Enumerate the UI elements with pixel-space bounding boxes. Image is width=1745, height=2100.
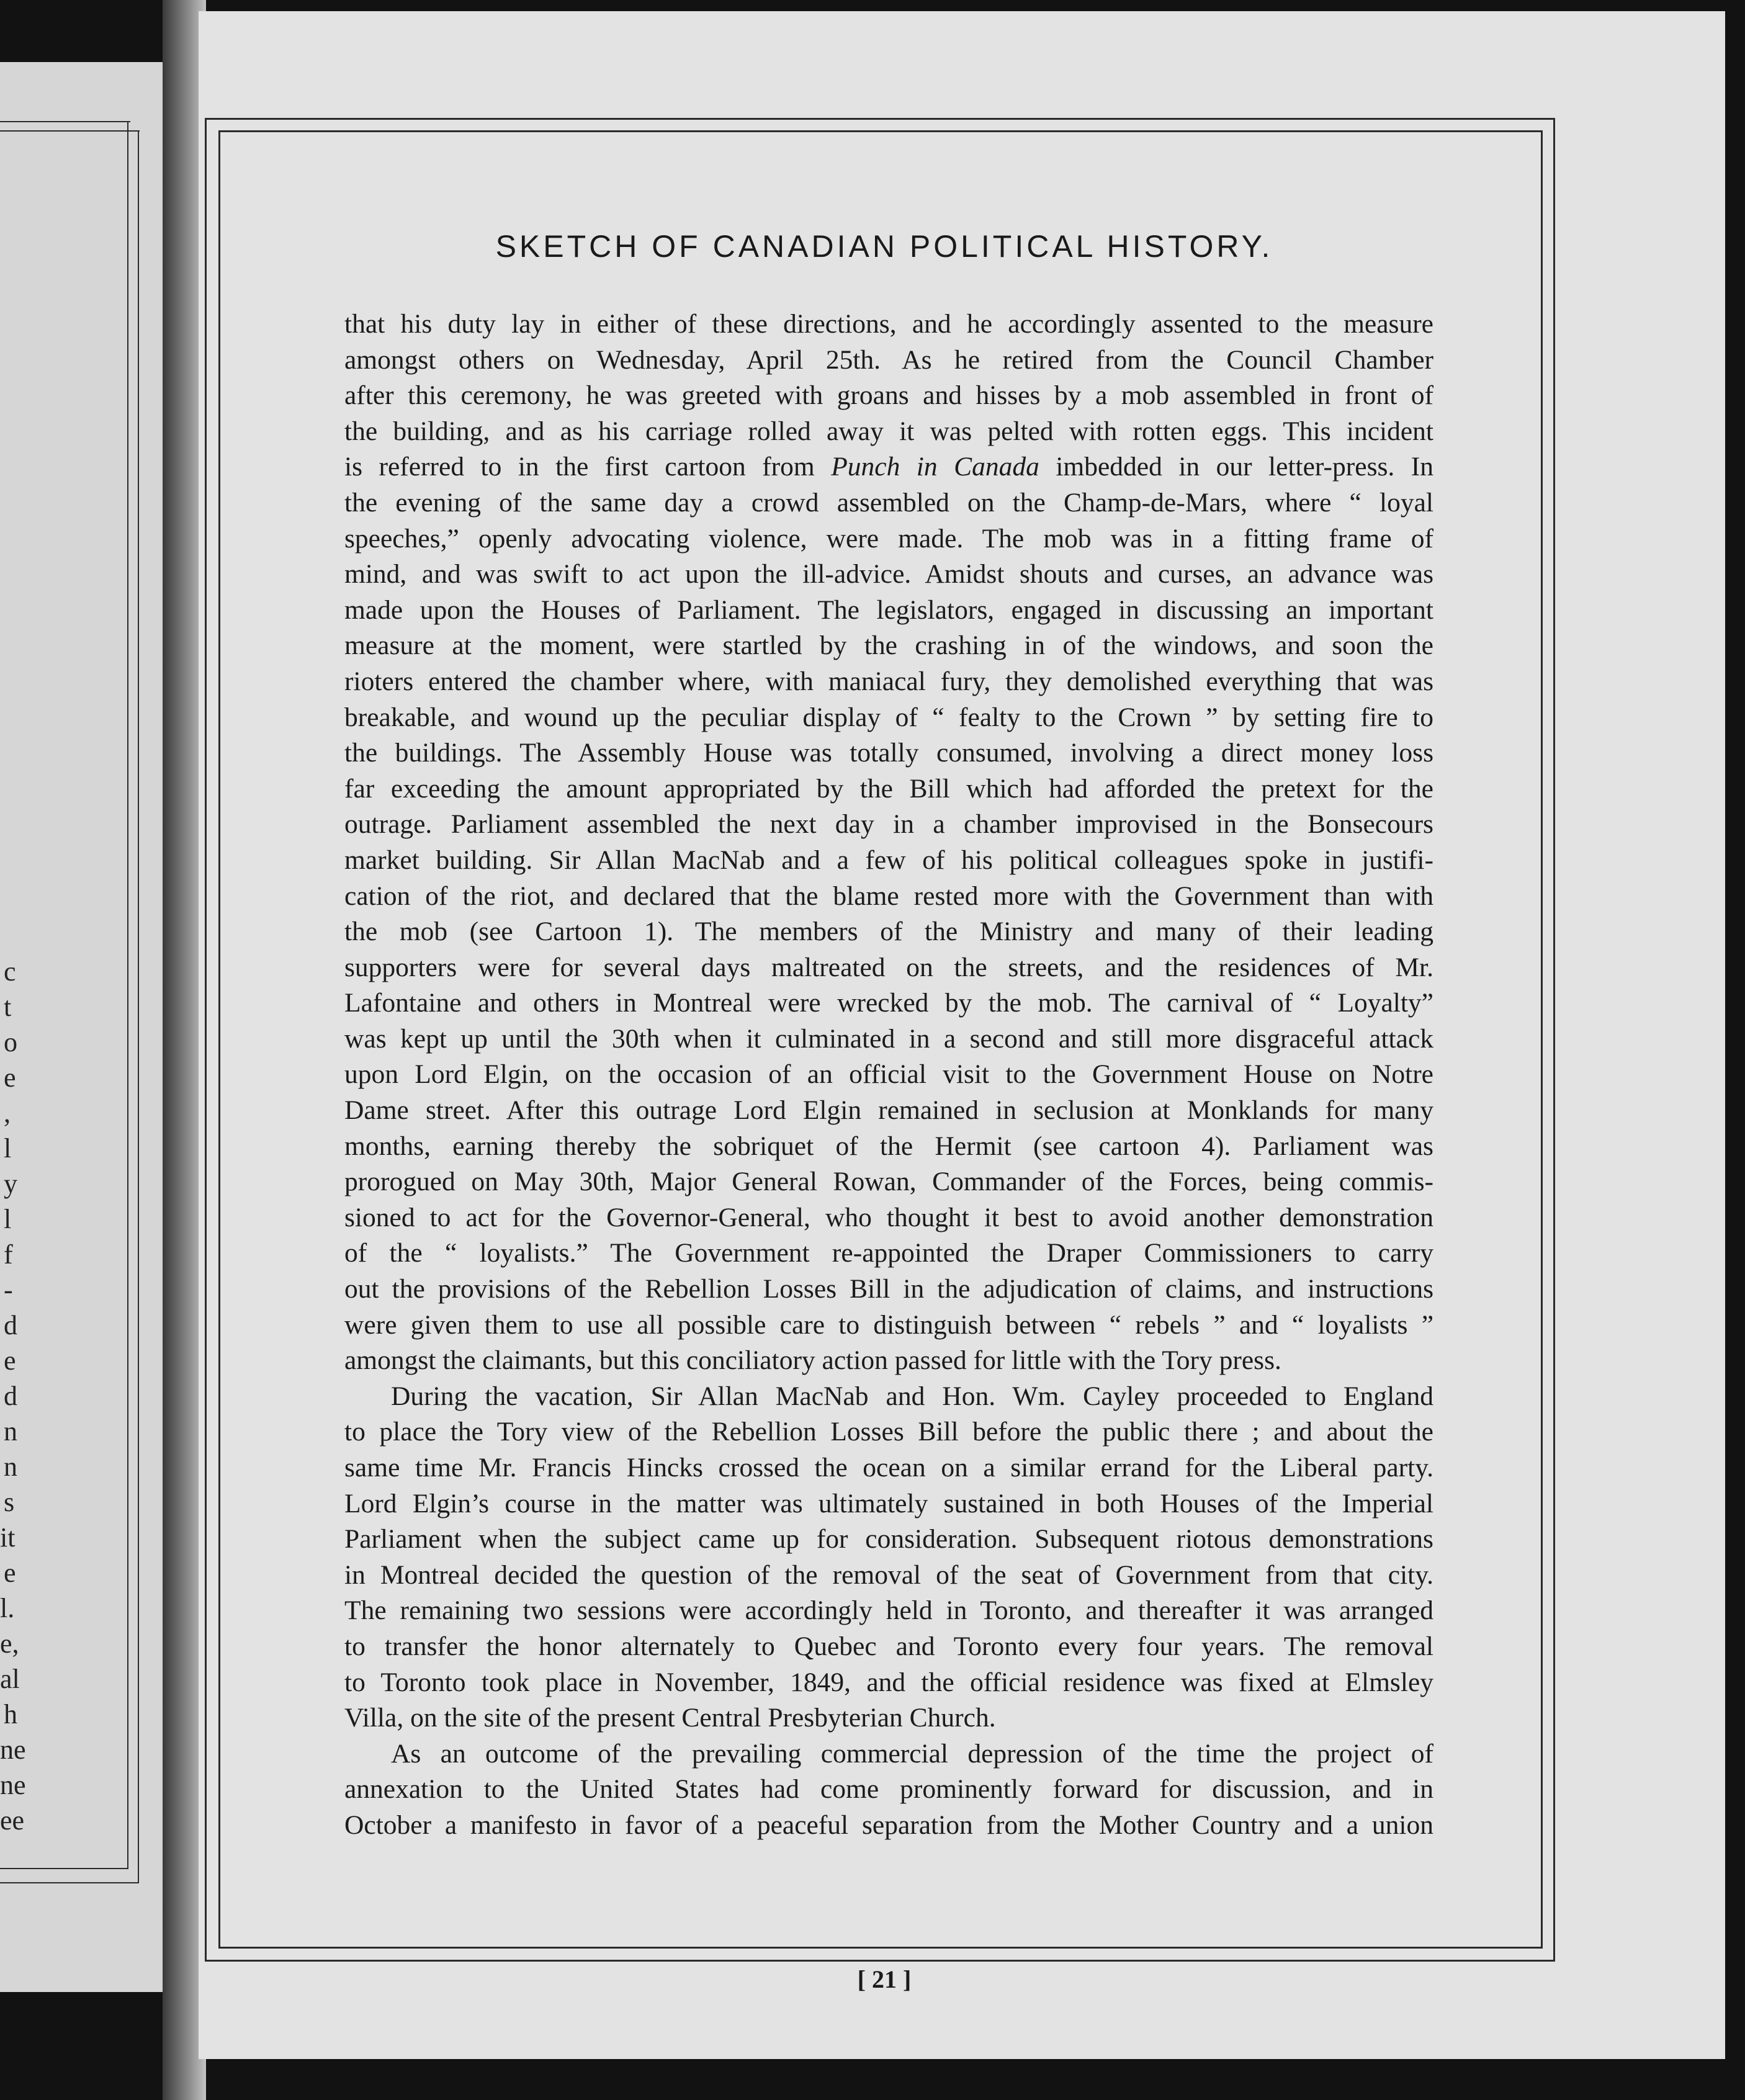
text-line <box>344 557 1433 593</box>
text-line <box>344 1021 1433 1057</box>
body-text <box>344 307 1433 1844</box>
text-line-content: rioters entered the chamber where, with maniacal fury, they demolished everything that was <box>344 666 1433 696</box>
text-line-content: cation of the riot, and declared that the blame rested more with the Government than with <box>344 881 1433 911</box>
text-line <box>344 735 1433 771</box>
running-header: SKETCH OF CANADIAN POLITICAL HISTORY. <box>495 229 1273 264</box>
text-line-content: the mob (see Cartoon 1). The members of the Ministry and many of their leading <box>344 917 1433 947</box>
facing-page-fragment: d <box>4 1310 17 1340</box>
text-line <box>344 593 1433 629</box>
facing-page-fragment: n <box>4 1416 17 1447</box>
text-line-content: the buildings. The Assembly House was totally consumed, involving a direct money loss <box>344 738 1433 768</box>
facing-page-fragment: e, <box>0 1628 19 1659</box>
text-line <box>344 807 1433 843</box>
facing-page-rule <box>0 121 130 122</box>
facing-page-fragment: n <box>4 1452 17 1482</box>
text-line-content: Dame street. After this outrage Lord Elgin remained in seclusion at Monklands for many <box>344 1095 1433 1126</box>
text-line-content: mind, and was swift to act upon the ill-advice. Amidst shouts and curses, an advance was <box>344 559 1433 590</box>
text-line-content: annexation to the United States had come prominently forward for discussion, and in <box>344 1774 1433 1805</box>
text-line-content: to Toronto took place in November, 1849, and the official residence was fixed at Elmsley <box>344 1667 1433 1697</box>
text-line-content: were given them to use all possible care to distinguish between “ rebels ” and “ loyalists ” <box>344 1309 1433 1340</box>
text-line-content: months, earning thereby the sobriquet of the Hermit (see cartoon 4). Parliament was <box>344 1131 1433 1161</box>
text-line-content: upon Lord Elgin, on the occasion of an official visit to the Government House on Notre <box>344 1059 1433 1090</box>
text-line-content: Villa, on the site of the present Central Presbyterian Church. <box>344 1703 996 1733</box>
facing-page-fragment: ne <box>0 1770 26 1800</box>
text-line-content: same time Mr. Francis Hincks crossed the ocean on a similar errand for the Liberal party. <box>344 1453 1433 1483</box>
text-line <box>344 843 1433 879</box>
facing-page-rule <box>0 130 140 132</box>
text-line-content: As an outcome of the prevailing commercial depression of the time the project of <box>391 1738 1433 1769</box>
facing-page-fragment: e <box>4 1558 16 1588</box>
book-page <box>199 11 1725 2059</box>
text-line-content: Lord Elgin’s course in the matter was ultimately sustained in both Houses of the Imperial <box>344 1488 1433 1519</box>
text-line <box>344 1593 1433 1629</box>
text-line <box>344 1272 1433 1308</box>
facing-page-fragment: t <box>4 992 12 1022</box>
facing-page-fragment: ee <box>0 1805 25 1836</box>
text-line-content: made upon the Houses of Parliament. The legislators, engaged in discussing an important <box>344 595 1433 625</box>
text-line-content: that his duty lay in either of these directions, and he accordingly assented to the measure <box>344 309 1433 339</box>
facing-page-rule <box>127 121 128 1868</box>
text-line <box>344 1450 1433 1486</box>
facing-page-fragment: l <box>4 1204 12 1234</box>
text-line-continuation: imbedded in our letter-press. In <box>1039 452 1434 482</box>
text-line <box>344 1808 1433 1844</box>
facing-page-rule <box>0 1882 139 1883</box>
text-line <box>344 628 1433 664</box>
facing-page-fragment: e <box>4 1062 16 1093</box>
text-line-content: in Montreal decided the question of the removal of the seat of Government from that city. <box>344 1559 1433 1590</box>
text-line <box>344 1522 1433 1558</box>
text-line-content: outrage. Parliament assembled the next day in a chamber improvised in the Bonsecours <box>344 809 1433 840</box>
text-line <box>344 1308 1433 1344</box>
text-line <box>344 700 1433 736</box>
text-line <box>344 449 1433 485</box>
text-line-content: amongst others on Wednesday, April 25th. As he retired from the Council Chamber <box>344 344 1433 375</box>
text-line-content: speeches,” openly advocating violence, were made. The mob was in a fitting frame of <box>344 523 1433 554</box>
text-line <box>344 1772 1433 1808</box>
facing-page-fragment: ne <box>0 1734 26 1765</box>
text-line-content: of the “ loyalists.” The Government re-appointed the Draper Commissioners to carry <box>344 1238 1433 1268</box>
text-line <box>344 1414 1433 1450</box>
facing-page-fragment: l <box>4 1133 12 1164</box>
text-line <box>344 1164 1433 1200</box>
text-line-content: The remaining two sessions were accordingly held in Toronto, and thereafter it was arranged <box>344 1595 1433 1626</box>
text-line <box>344 1629 1433 1665</box>
text-line <box>344 1700 1433 1736</box>
facing-page-fragment: it <box>0 1522 16 1553</box>
text-line-content: October a manifesto in favor of a peaceful separation from the Mother Country and a union <box>344 1810 1433 1840</box>
facing-page-fragment: d <box>4 1381 17 1411</box>
text-line <box>344 378 1433 414</box>
facing-page-fragment: s <box>4 1487 15 1517</box>
facing-page-fragment: al <box>0 1664 20 1694</box>
text-line <box>344 914 1433 950</box>
text-line-content: prorogued on May 30th, Major General Rowan, Commander of the Forces, being commis- <box>344 1167 1433 1197</box>
facing-page-fragment: - <box>4 1275 13 1305</box>
facing-page-fragment: , <box>4 1098 11 1128</box>
text-line <box>344 950 1433 986</box>
text-line-content: amongst the claimants, but this conciliatory action passed for little with the Tory press. <box>344 1345 1281 1376</box>
text-line <box>344 414 1433 450</box>
text-line <box>344 1486 1433 1522</box>
text-line <box>344 1093 1433 1129</box>
text-line <box>344 1736 1433 1772</box>
facing-page-rule <box>0 1868 128 1869</box>
text-line <box>344 879 1433 915</box>
text-line <box>344 664 1433 700</box>
text-line-content: out the provisions of the Rebellion Losses Bill in the adjudication of claims, and instructions <box>344 1274 1433 1304</box>
text-line <box>344 1665 1433 1701</box>
facing-page-fragment: y <box>4 1169 17 1199</box>
page-number: [ 21 ] <box>857 1965 912 1993</box>
text-line-content: sioned to act for the Governor-General, who thought it best to avoid another demonstration <box>344 1202 1433 1232</box>
facing-page-rule <box>138 130 139 1883</box>
text-line <box>344 771 1433 807</box>
text-line <box>344 485 1433 521</box>
text-line-content: the evening of the same day a crowd assembled on the Champ-de-Mars, where “ loyal <box>344 487 1433 518</box>
text-line-content: the building, and as his carriage rolled away it was pelted with rotten eggs. This incident <box>344 416 1433 446</box>
text-line-content: after this ceremony, he was greeted with groans and hisses by a mob assembled in front of <box>344 380 1433 411</box>
facing-page-fragment: l. <box>0 1593 15 1623</box>
text-line-content: Parliament when the subject came up for consideration. Subsequent riotous demonstrations <box>344 1524 1433 1555</box>
text-line-content: to place the Tory view of the Rebellion Losses Bill before the public there ; and about the <box>344 1417 1433 1447</box>
text-line-content: was kept up until the 30th when it culminated in a second and still more disgraceful attack <box>344 1023 1433 1054</box>
text-line-content: measure at the moment, were startled by the crashing in of the windows, and soon the <box>344 630 1433 661</box>
text-line-content: market building. Sir Allan MacNab and a few of his political colleagues spoke in justifi- <box>344 845 1433 875</box>
text-line-content: is referred to in the first cartoon from <box>344 452 832 482</box>
text-line <box>344 521 1433 557</box>
text-line-content: Lafontaine and others in Montreal were wrecked by the mob. The carnival of “ Loyalty” <box>344 988 1433 1018</box>
text-line-content: breakable, and wound up the peculiar display of “ fealty to the Crown ” by setting fire to <box>344 702 1433 732</box>
text-line <box>344 1558 1433 1594</box>
text-line-content: far exceeding the amount appropriated by the Bill which had afforded the pretext for the <box>344 773 1433 804</box>
text-line <box>344 1343 1433 1379</box>
text-line-content: to transfer the honor alternately to Quebec and Toronto every four years. The removal <box>344 1631 1433 1661</box>
text-line <box>344 343 1433 379</box>
text-line <box>344 1057 1433 1093</box>
facing-page-edge <box>0 62 163 1992</box>
text-line <box>344 1236 1433 1272</box>
facing-page-fragment: f <box>4 1239 13 1270</box>
text-line <box>344 1200 1433 1236</box>
text-line <box>344 1379 1433 1415</box>
text-line-content: During the vacation, Sir Allan MacNab and Hon. Wm. Cayley proceeded to England <box>391 1381 1433 1411</box>
italic-title: Punch in Canada <box>831 452 1039 482</box>
facing-page-fragment: c <box>4 956 16 987</box>
text-line <box>344 1129 1433 1165</box>
text-line-content: supporters were for several days maltreated on the streets, and the residences of Mr. <box>344 952 1433 982</box>
facing-page-fragment: o <box>4 1027 17 1057</box>
facing-page-fragment: h <box>4 1699 17 1730</box>
facing-page-fragment: e <box>4 1345 16 1376</box>
text-line <box>344 307 1433 343</box>
text-line <box>344 985 1433 1021</box>
